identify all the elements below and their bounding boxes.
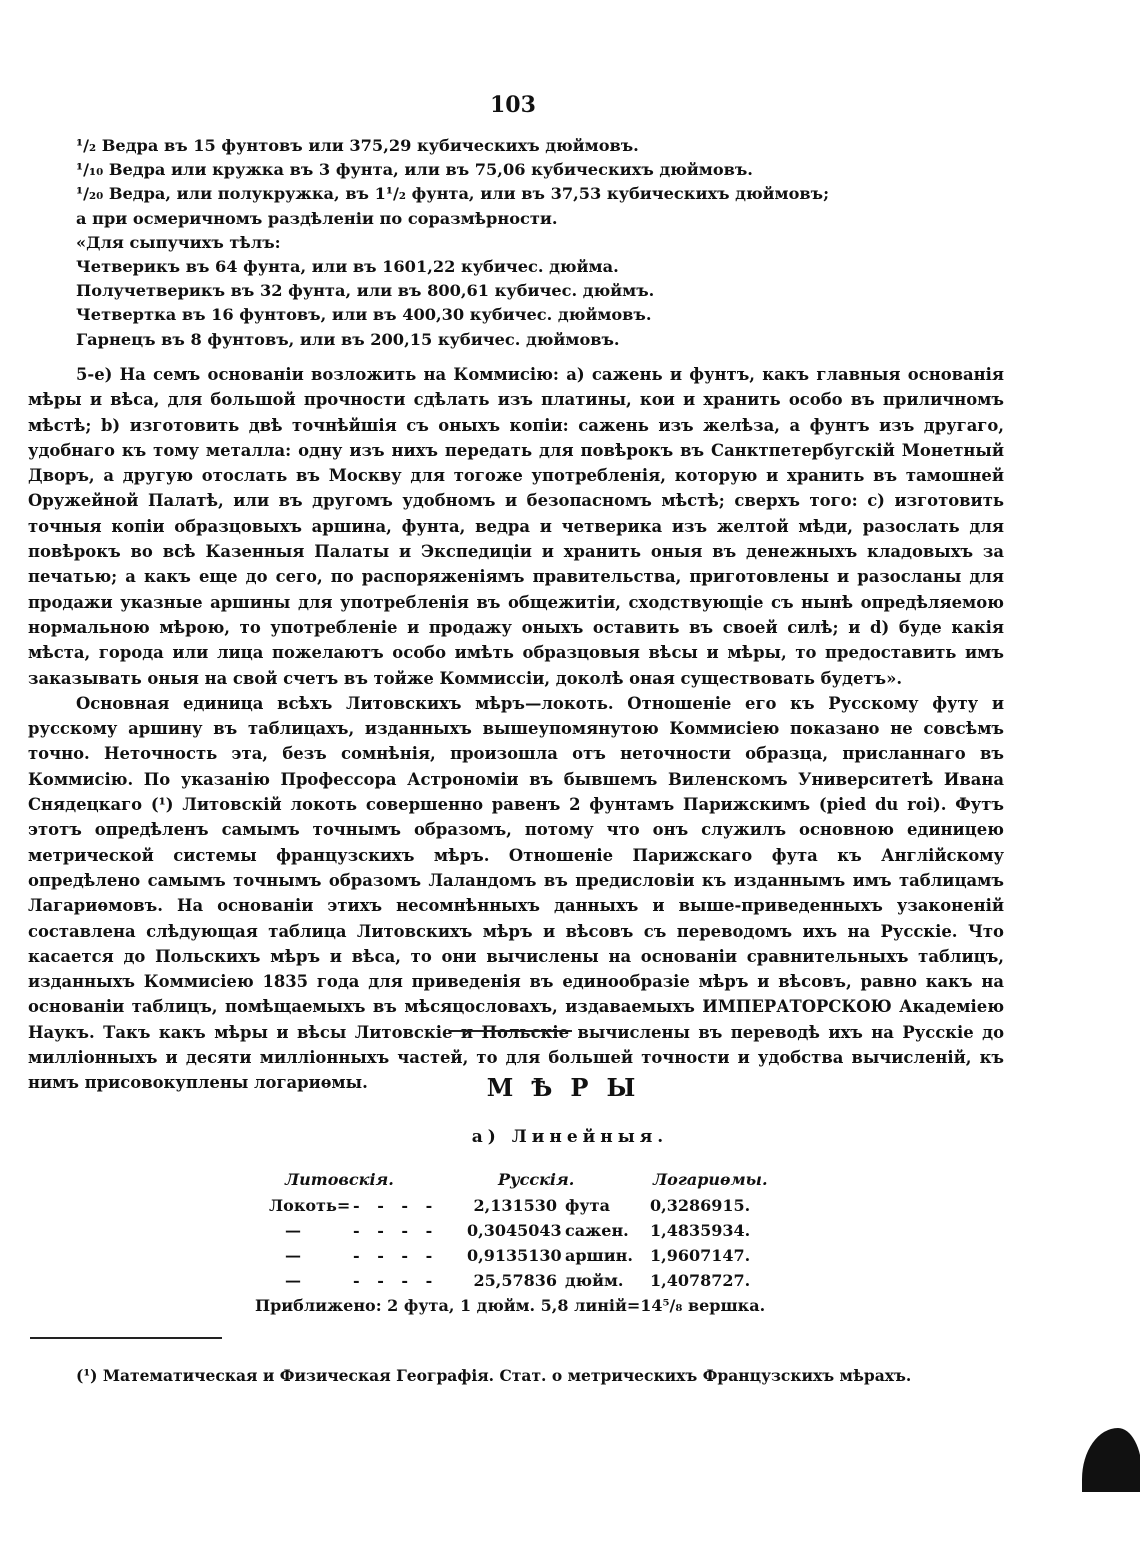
unit-cell: — bbox=[285, 1246, 301, 1265]
leader-dashes: - - - - bbox=[353, 1221, 439, 1240]
list-line: ¹/₁₀ Ведра или кружка въ 3 фунта, или въ 75,06 кубическихъ дюймовъ. bbox=[76, 160, 753, 180]
list-line: Гарнецъ въ 8 фунтовъ, или въ 200,15 кубичес. дюймовъ. bbox=[76, 329, 620, 349]
russian-unit-cell: сажен. bbox=[565, 1221, 629, 1240]
header-logarithms: Логариѳмы. bbox=[653, 1170, 768, 1189]
value-cell: 0,3045043 bbox=[467, 1221, 562, 1240]
value-cell: 0,9135130 bbox=[467, 1246, 562, 1265]
unit-cell: — bbox=[285, 1271, 301, 1290]
list-line: ¹/₂₀ Ведра, или полукружка, въ 1¹/₂ фунта, или въ 37,53 кубическихъ дюймовъ; bbox=[76, 184, 830, 204]
table-row bbox=[255, 1219, 765, 1244]
leader-dashes: - - - - bbox=[353, 1271, 439, 1290]
list-line: «Для сыпучихъ тѣлъ: bbox=[76, 232, 281, 252]
list-line: Четвертка въ 16 фунтовъ, или въ 400,30 кубичес. дюймовъ. bbox=[76, 305, 652, 325]
russian-unit-cell: дюйм. bbox=[565, 1271, 624, 1290]
leader-dashes: - - - - bbox=[353, 1196, 439, 1215]
approximation-note: Приближено: 2 фута, 1 дюйм. 5,8 линій=14⁵/₈ вершка. bbox=[255, 1296, 766, 1315]
logarithm-cell: 1,9607147. bbox=[650, 1246, 751, 1265]
table-header bbox=[255, 1168, 768, 1194]
footnote: (¹) Математическая и Физическая Географія. Стат. о метрическихъ Французскихъ мѣрахъ. bbox=[76, 1366, 912, 1385]
russian-unit-cell: фута bbox=[565, 1196, 610, 1215]
russian-unit-cell: аршин. bbox=[565, 1246, 633, 1265]
table-row bbox=[255, 1269, 765, 1294]
subsection-title: а) Линейныя. bbox=[471, 1127, 669, 1147]
list-line: а при осмеричномъ раздѣленіи по соразмѣрности. bbox=[76, 208, 558, 228]
table-row bbox=[255, 1244, 765, 1269]
footnote-divider bbox=[30, 1337, 222, 1339]
list-line: Четверикъ въ 64 фунта, или въ 1601,22 кубичес. дюйма. bbox=[76, 257, 619, 277]
unit-cell: Локоть= bbox=[269, 1196, 351, 1215]
measure-list bbox=[76, 134, 1006, 352]
measures-table bbox=[255, 1168, 768, 1320]
logarithm-cell: 1,4835934. bbox=[650, 1221, 751, 1240]
section-divider bbox=[450, 1030, 572, 1032]
unit-cell: — bbox=[285, 1221, 301, 1240]
value-cell: 2,131530 bbox=[473, 1196, 557, 1215]
value-cell: 25,57836 bbox=[473, 1271, 557, 1290]
page-number: 103 bbox=[490, 92, 536, 118]
ink-smudge bbox=[1082, 1428, 1140, 1492]
table-row bbox=[255, 1194, 765, 1219]
body-text bbox=[28, 362, 1004, 1096]
logarithm-cell: 1,4078727. bbox=[650, 1271, 751, 1290]
paragraph: 5-е) На семъ основаніи возложить на Коммисію: а) сажень и фунтъ, какъ главныя основанія мѣры и вѣса, для большой прочности сдѣлать изъ платины, кои и хранить особо въ приличномъ мѣстѣ; b) изготовить двѣ точнѣйшія съ оныхъ копіи: сажень изъ желѣза, а фунтъ изъ другаго, удобнаго къ тому металла: одну изъ нихъ передать для повѣрокъ въ Санктпетербугскій Монетный Дворъ, а другую отослать въ Москву для тогоже употребленія, которую и хранить въ тамошней Оружейной Палатѣ, или въ другомъ удобномъ и безопасномъ мѣстѣ; сверхъ того: с) изготовить точныя копіи образцовыхъ аршина, фунта, ведра и четверика изъ желтой мѣди, разослать для повѣрокъ во всѣ Казенныя Палаты и Экспедиціи и хранить оныя въ денежныхъ кладовыхъ за печатью; а какъ еще до сего, по распоряженіямъ правительства, приготовлены и разосланы для продажи указные аршины для употребленія въ общежитіи, сходствующіе съ нынѣ опредѣляемою нормальною мѣрою, то употребленіе и продажу оныхъ оставить въ своей силѣ; и d) буде какія мѣста, города или лица пожелаютъ особо имѣть образцовыя вѣсы и мѣры, то предоставить имъ заказывать оныя на свой счетъ въ тойже Коммиссіи, доколѣ оная существовать будетъ». bbox=[28, 365, 1004, 688]
header-russian: Русскія. bbox=[498, 1170, 575, 1189]
list-line: Получетверикъ въ 32 фунта, или въ 800,61 кубичес. дюймъ. bbox=[76, 281, 655, 301]
leader-dashes: - - - - bbox=[353, 1246, 439, 1265]
header-lithuanian: Литовскія. bbox=[285, 1170, 394, 1189]
list-line: ¹/₂ Ведра въ 15 фунтовъ или 375,29 кубическихъ дюймовъ. bbox=[76, 136, 639, 155]
section-title: МѢРЫ bbox=[486, 1073, 654, 1102]
logarithm-cell: 0,3286915. bbox=[650, 1196, 751, 1215]
paragraph: Основная единица всѣхъ Литовскихъ мѣръ—локоть. Отношеніе его къ Русскому футу и русскому аршину въ таблицахъ, изданныхъ вышеупомянутою Коммисіею показано не совсѣмъ точно. Неточность эта, безъ сомнѣнія, произошла отъ неточности образца, присланнаго въ Коммисію. По указанію Профессора Астрономіи въ бывшемъ Виленскомъ Университетѣ Ивана Снядецкаго (¹) Литовскій локоть совершенно равенъ 2 фунтамъ Парижскимъ (pied du roi). Футъ этотъ опредѣленъ самымъ точнымъ образомъ, потому что онъ служилъ основною единицею метрической системы французскихъ мѣръ. Отношеніе Парижскаго фута къ Англійскому опредѣлено самымъ точнымъ образомъ Лаландомъ въ предисловіи къ изданнымъ имъ таблицамъ Лагариѳмовъ. На основаніи этихъ несомнѣнныхъ данныхъ и выше-приведенныхъ узаконеній составлена слѣдующая таблица Литовскихъ мѣръ и вѣсовъ съ переводомъ ихъ на Русскіе. Что касается до Польскихъ мѣръ и вѣса, то они вычислены на основаніи сравнительныхъ таблицъ, изданныхъ Коммисіею 1835 года для приведенія въ единообразіе мѣръ и вѣсовъ, равно какъ на основаніи таблицъ, помѣщаемыхъ въ мѣсяцословахъ, издаваемыхъ ИМПЕРАТОРСКОЮ Академіею Наукъ. Такъ какъ мѣры и вѣсы Литовскіе и Польскіе вычислены въ переводѣ ихъ на Русскіе до милліонныхъ и десяти милліонныхъ частей, то для большей точности и удобства вычисленій, къ нимъ присовокуплены логариѳмы. bbox=[28, 693, 1004, 1093]
